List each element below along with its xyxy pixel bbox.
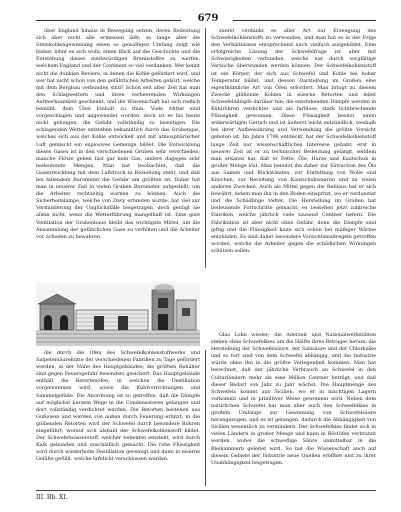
page-number: 679 — [197, 13, 219, 24]
left-column-bottom-text: die durch die Öfen des Schwefelkohlenstoffwerks und Salpetersäurehütte der verschiedenen Fabriken zu Tage gefördert werden, in der Nähe des Hauptgebäudes; die größten Behälter sind gegen Feuersgefahr besonders gesichert. Das Hauptgebäude enthält die Retortenöfen, in welchen die Destillation vorgenommen wird, sowie die Kühlvorrichtungen und Sammelgefäße. Die Anordnung ist so getroffen, daß die Dämpfe auf möglichst kurzem Wege in die Condensatoren gelangen und dort vollständig verdichtet werden. Die Retorten bestehen aus Gußeisen und werden von außen durch Feuerung erhitzt; in die glühenden Retorten wird der Schwefel durch besondere Röhren eingeführt, worauf sich alsbald der Schwefelkohlenstoff bildet. Der Schwefelwasserstoff, welcher nebenbei entsteht, wird durch Kalk gebunden und unschädlich gemacht. Die rohe Flüssigkeit wird durch wiederholte Destillation gereinigt und dann in eiserne Gefäße gefüllt, welche luftdicht verschlossen werden. — [36, 350, 200, 463]
page-header — [36, 12, 376, 28]
column-divider-top — [205, 28, 206, 268]
left-column-top-text: über England hinaus in Bewegung setzen, deren Bedeutung sich aber nicht alle ermessen läßt; so lange aber die Steinkohlengewinnung einen so gewaltigen Umfang zeigt wie bisher, lohnt es sich wohl, einen Blick auf die Geschichte und die Entstehung dieses merkwürdigen Brennstoffes zu werfen, welchem England und der Continent so viel verdanken. Wer kennt nicht die dunklen Reviere, in denen die Kohle gefördert wird, und wer hat nicht schon von den gefährlichen Arbeiten gehört, welche mit dem Bergbau verbunden sind? Schon seit alter Zeit hat man den Schlagwettern und ihren verheerenden Wirkungen Aufmerksamkeit geschenkt, und die Wissenschaft hat sich redlich bemüht, dem Übel Einhalt zu thun. Viele Mittel sind vorgeschlagen und angewendet worden, doch ist es bis heute nicht gelungen, die Gefahr vollständig zu beseitigen. Die schlagenden Wetter entstehen bekanntlich durch das Grubengas, welches sich aus der Kohle entwickelt und mit atmosphärischer Luft gemischt ein explosives Gemenge bildet. Die Entwicklung dieses Gases ist in den verschiedenen Gruben sehr verschieden; manche Flötze geben fast gar kein Gas, andere dagegen sehr bedeutende Mengen. Man hat beobachtet, daß die Gasentwicklung mit dem Luftdruck in Beziehung steht, und daß bei fallendem Barometer die Gefahr am größten ist. Daher hat man in neuerer Zeit in vielen Gruben Barometer aufgestellt, um die Arbeiter rechtzeitig warnen zu können. Auch die Sicherheitslampe, welche von Davy erfunden wurde, hat viel zur Verminderung der Unglücksfälle beigetragen, doch genügt sie allein nicht, wenn die Wetterführung mangelhaft ist. Eine gute Ventilation der Grubenbaue bleibt das wichtigste Mittel, um die Ansammlung der gefährlichen Gase zu verhüten und die Arbeiter vor Schaden zu bewahren. — [36, 28, 200, 240]
right-column-bottom-text: Glas Lohn wieder; die Aderzeit und Nationalwerkstätten stehen ohne Schwefelkies um die Hälfte ihres Betrages herum; die Herstellung der Schwefelsäure, der Salzsäure und der Chlorkalke und so fort sind von dem Schwefel abhängig, und die Industrie würde ohne ihn in die größte Verlegenheit kommen. Man hat berechnet, daß der jährliche Verbrauch an Schwefel in den Culturländern mehr als eine Million Centner beträgt, und daß dieser Bedarf von Jahr zu Jahr wächst. Die Hauptmenge des Schwefels kommt aus Sicilien, wo er in mächtigen Lagern vorkommt und in primitiver Weise gewonnen wird. Neben dem natürlichen Schwefel hat man aber auch den Schwefelkies in großem Umfange zur Gewinnung von Schwefelsäure herangezogen, und es ist gelungen, dadurch die Abhängigkeit von Sicilien wesentlich zu vermindern. Der Schwefelkies findet sich in vielen Ländern in großer Menge und kann in Röstöfen verbrannt werden, wobei die schweflige Säure unmittelbar in die Bleikammern geleitet wird. So hat die Wissenschaft auch auf diesem Gebiete der Industrie neue Quellen eröffnet und zu ihrer Unabhängigkeit beigetragen. — [211, 332, 376, 466]
header-rule-right — [233, 20, 376, 21]
header-rule-left — [36, 20, 181, 21]
footer-signature: III. Bb. XI. — [36, 494, 68, 501]
document-page — [36, 12, 376, 508]
right-column-top-text: zuerst verdankt es aller Art zur Erzeugung des Schwefelkohlenstoffs zu verwenden, und man hat es in der Folge den Verhältnissen entsprechend auch vielfach ausgebildet. Eine erfolgreiche Lösung der Schwefelfrage ist aber mit Schwierigkeiten verbunden, welche nur durch sorgfältige Versuche überwunden werden können. Der Schwefelkohlenstoff ist ein Körper, der sich aus Schwefel und Kohle bei hoher Temperatur bildet, und dessen Darstellung im Großen eine eigenthümliche Art von Öfen erfordert. Man bringt zu diesem Zwecke glühende Kohlen in eiserne Retorten und leitet Schwefeldämpfe darüber hin; die entstehenden Dämpfe werden in Kühlröhren verdichtet und als farblose, stark lichtbrechende Flüssigkeit gewonnen. Diese Flüssigkeit besitzt einen widerwärtigen Geruch und ist äußerst leicht entzündlich, weshalb bei ihrer Aufbewahrung und Verwendung die größte Vorsicht geboten ist. Im Jahre 1796 entdeckt, hat der Schwefelkohlenstoff lange Zeit nur wissenschaftliches Interesse gehabt; erst in neuerer Zeit ist er zu technischer Bedeutung gelangt, seitdem man erkannt hat, daß er Fette, Öle, Harze und Kautschuk in großer Menge löst. Man benutzt ihn daher zur Extraction des Öls aus Samen und Rückständen, zur Entfettung von Wolle und Knochen, zur Bereitung von Kautschukwaaren und zu vielen anderen Zwecken. Auch als Mittel gegen die Reblaus hat er sich bewährt, indem man ihn in den Boden einspritzt, wo er verdunstet und die Schädlinge tödtet. Die Herstellung im Großen hat bedeutende Fortschritte gemacht; es bestehen jetzt zahlreiche Fabriken, welche jährlich viele tausend Centner liefern. Die Fabrikation ist aber nicht ohne Gefahr, denn die Dämpfe sind giftig und die Flüssigkeit kann sich schon bei mäßiger Wärme entzünden. Es sind daher besondere Vorsichtsmaßregeln getroffen worden, welche die Arbeiter gegen die schädlichen Wirkungen schützen sollen. — [211, 28, 376, 254]
column-divider-bottom — [205, 350, 206, 486]
factory-illustration — [36, 282, 200, 346]
factory-engraving — [36, 282, 200, 346]
footer-rule — [36, 490, 376, 491]
